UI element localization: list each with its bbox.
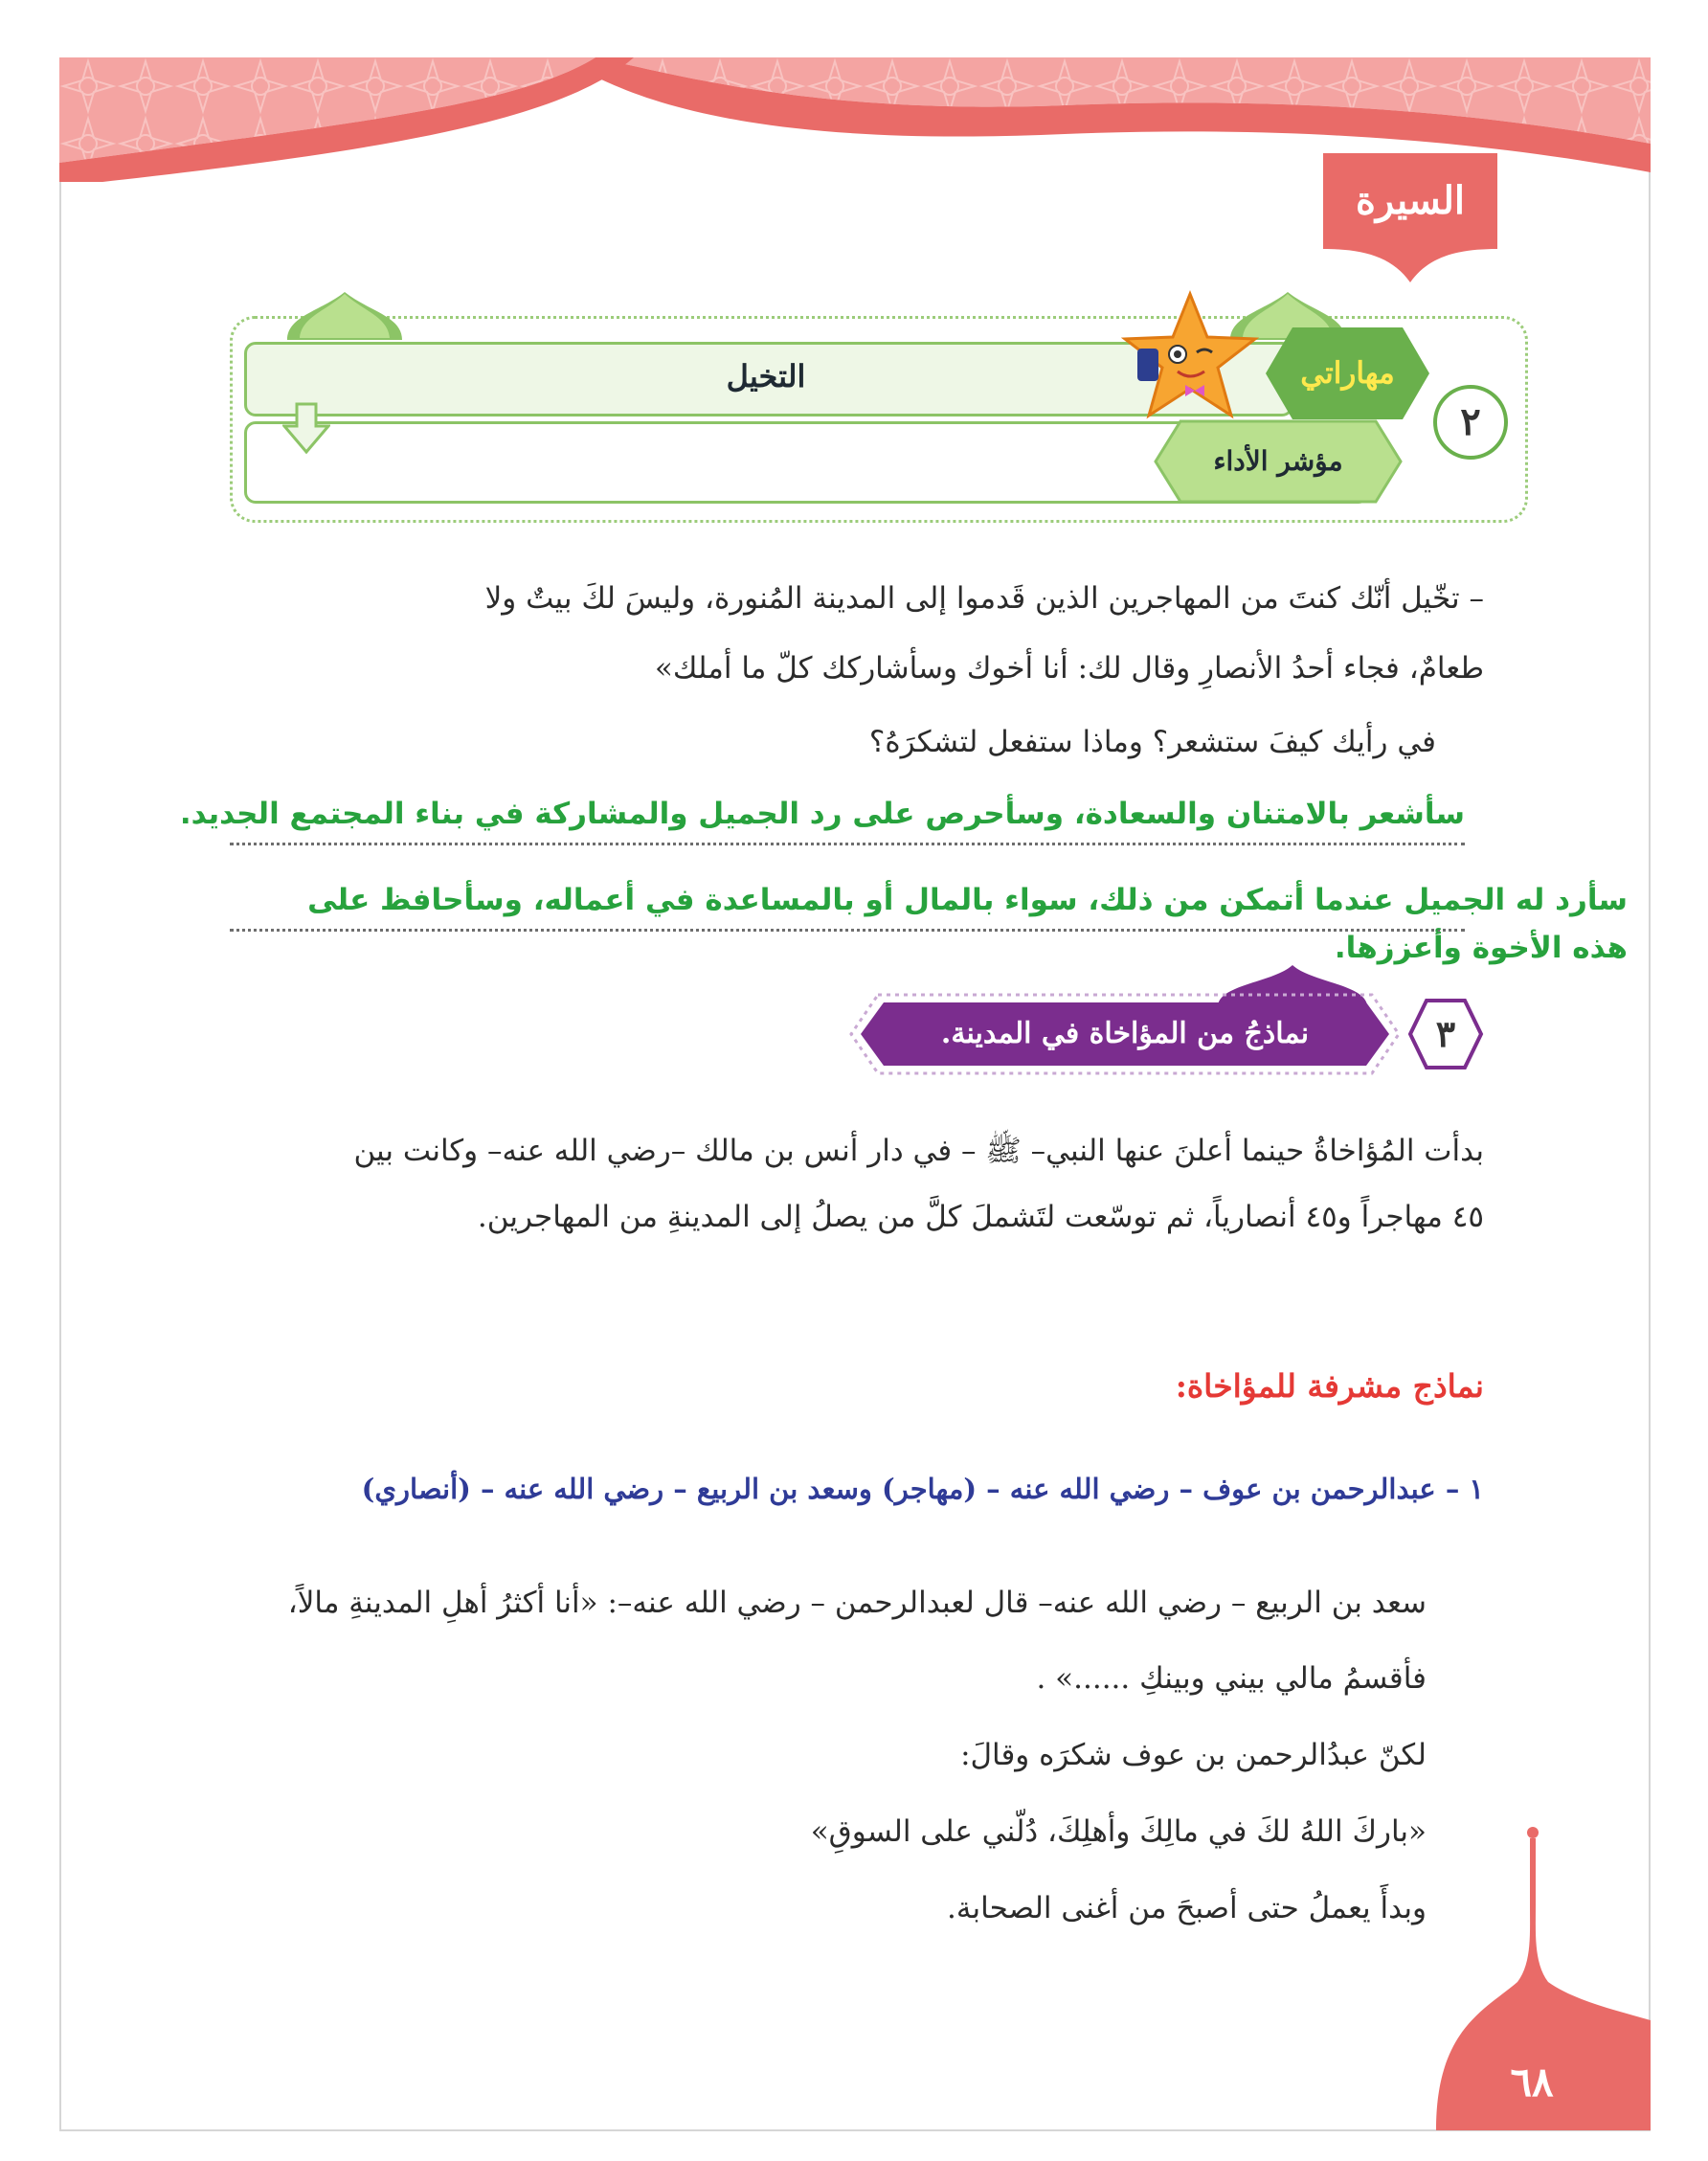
answer-dotted-line-1	[230, 843, 1465, 845]
story-line-4: «باركَ اللهُ لكَ في مالِكَ وأهلِكَ، دُلّني على السوقِ»	[810, 1814, 1427, 1849]
story-line-5: وبدأَ يعملُ حتى أصبحَ من أغنى الصحابة.	[947, 1891, 1427, 1925]
page-number: ٦٨	[1510, 2059, 1554, 2105]
section-tab-label: السيرة	[1355, 178, 1466, 223]
activity-number-2: ٢	[1433, 385, 1508, 460]
question-line-3: في رأيك كيفَ ستشعر؟ وماذا ستفعل لتشكرَهُ؟	[868, 725, 1436, 759]
skill-name: التخيل	[726, 358, 806, 394]
models-heading: نماذج مشرفة للمؤاخاة:	[1175, 1367, 1484, 1405]
intro-line-1: بدأت المُؤاخاةُ حينما أعلنَ عنها النبي– ﷺ – في دار أنس بن مالك –رضي الله عنه– وكانت بين	[353, 1134, 1484, 1168]
dome-left-icon	[282, 282, 407, 340]
section3-number: ٣	[1435, 1012, 1456, 1055]
frame-bottom-border	[59, 2129, 1651, 2131]
answer-line-3: هذه الأخوة وأعززها.	[1334, 931, 1628, 965]
question-line-2: طعامٌ، فجاء أحدُ الأنصارِ وقال لك: أنا أخوك وسأشاركك كلّ ما أملك»	[654, 651, 1484, 686]
model-item-1: ١ – عبدالرحمن بن عوف – رضي الله عنه – (مهاجر) وسعد بن الربيع – رضي الله عنه – (أنصاري)	[361, 1473, 1484, 1505]
question-line-1: – تخّيل أنّك كنتَ من المهاجرين الذين قَدموا إلى المدينة المُنورة، وليسَ لكَ بيتٌ ولا	[484, 581, 1484, 616]
intro-line-2: ٤٥ مهاجراً و٤٥ أنصارياً، ثم توسّعت لتَشملَ كلَّ من يصلُ إلى المدينةِ من المهاجرين.	[477, 1200, 1484, 1234]
story-line-3: لكنّ عبدُالرحمن بن عوف شكرَه وقالَ:	[960, 1738, 1427, 1772]
story-line-1: سعد بن الربيع – رضي الله عنه– قال لعبدالرحمن – رضي الله عنه–: «أنا أكثرُ أهلِ المدينةِ مالاً،	[287, 1586, 1427, 1620]
section3-title: نماذجُ من المؤاخاة في المدينة.	[940, 1017, 1310, 1050]
arrow-down-icon	[282, 402, 330, 455]
answer-line-2: سأرد له الجميل عندما أتمكن من ذلك، سواء بالمال أو بالمساعدة في أعماله، وسأحافظ على	[307, 883, 1628, 917]
frame-left-border	[59, 57, 61, 2130]
skills-badge-label: مهاراتي	[1300, 356, 1395, 391]
star-mascot-icon	[1118, 289, 1262, 428]
answer-line-1: سأشعر بالامتنان والسعادة، وسأحرص على رد الجميل والمشاركة في بناء المجتمع الجديد.	[179, 797, 1465, 831]
story-line-2: فأقسمُ مالي بيني وبينكِ ......» .	[1036, 1661, 1427, 1696]
performance-indicator-label: مؤشر الأداء	[1213, 445, 1343, 477]
